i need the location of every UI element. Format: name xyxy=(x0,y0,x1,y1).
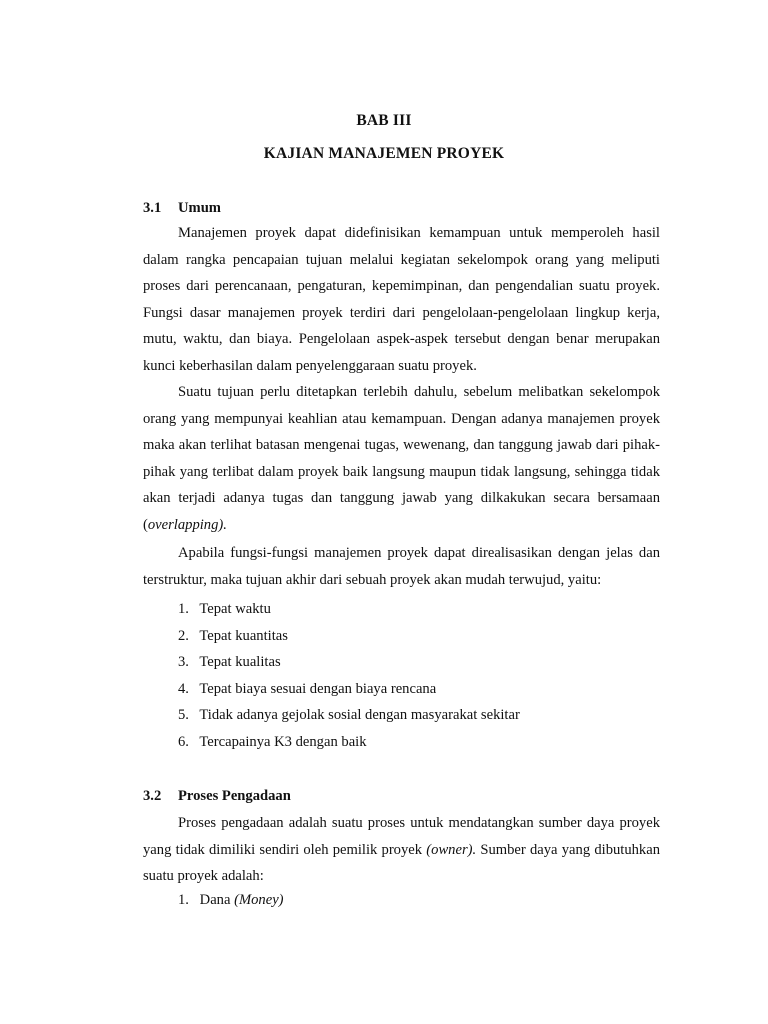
list-text: Tidak adanya gejolak sosial dengan masyarakat sekitar xyxy=(199,707,520,724)
list-text: Tepat kualitas xyxy=(199,654,281,671)
list-italic-term: (Money) xyxy=(234,892,284,908)
section-heading-3-1 xyxy=(143,200,221,217)
paragraph-text: Suatu tujuan perlu ditetapkan terlebih dahulu, sebelum melibatkan sekelompok orang yang mempunyai keahlian atau kemampuan. Dengan adanya manajemen proyek maka akan terlihat batasan mengenai tugas, wewenang, dan tanggung jawab dari pihak-pihak yang terlibat dalam proyek baik langsung maupun tidak langsung, sehingga tidak akan terjadi adanya tugas dan tanggung jawab yang dilkakukan secara bersamaan ( xyxy=(143,384,660,533)
section1-paragraph-3: Apabila fungsi-fungsi manajemen proyek dapat direalisasikan dengan jelas dan terstruktur, maka tujuan akhir dari sebuah proyek akan mudah terwujud, yaitu: xyxy=(143,545,660,588)
list-item xyxy=(178,649,520,676)
section-number: 3.1 xyxy=(143,200,162,216)
list-text: Tercapainya K3 dengan baik xyxy=(199,733,367,750)
list-item xyxy=(178,676,520,703)
list-text: Dana xyxy=(199,892,235,908)
list-item xyxy=(178,887,284,914)
list-number: 2. xyxy=(178,627,189,644)
list-number: 3. xyxy=(178,654,189,671)
list-item xyxy=(178,623,520,650)
list-number: 6. xyxy=(178,733,189,750)
chapter-label: BAB III xyxy=(356,112,412,129)
list-text: Tepat waktu xyxy=(199,601,271,617)
list-text: Tepat kuantitas xyxy=(199,627,288,644)
list-number: 1. xyxy=(178,892,189,908)
chapter-title: KAJIAN MANAJEMEN PROYEK xyxy=(263,145,505,162)
paragraph-italic-term: overlapping). xyxy=(147,516,227,533)
list-number: 5. xyxy=(178,707,189,724)
section1-paragraph-2 xyxy=(143,379,660,538)
section-heading-3-2 xyxy=(143,788,291,805)
section2-paragraph-1 xyxy=(143,810,660,890)
list-number: 1. xyxy=(178,601,189,617)
section-title: Proses Pengadaan xyxy=(178,788,291,804)
paragraph-italic-term: (owner). xyxy=(426,841,477,858)
goals-list xyxy=(178,596,520,756)
paragraph-text: Proses pengadaan adalah suatu proses untuk mendatangkan sumber daya proyek yang tidak dimiliki sendiri oleh pemilik proyek xyxy=(143,815,660,858)
list-item xyxy=(178,702,520,729)
paragraph-text-tail: Sumber daya yang dibutuhkan suatu proyek adalah: xyxy=(143,841,661,884)
list-number: 4. xyxy=(178,680,189,697)
list-item xyxy=(178,596,520,623)
section-number: 3.2 xyxy=(143,788,162,804)
list-text: Tepat biaya sesuai dengan biaya rencana xyxy=(199,680,437,697)
section1-paragraph-1: Manajemen proyek dapat didefinisikan kemampuan untuk memperoleh hasil dalam rangka pencapaian tujuan melalui kegiatan sekelompok orang yang meliputi proses dari perencanaan, pengaturan, kepemimpinan, dan pengendalian suatu proyek. Fungsi dasar manajemen proyek terdiri dari pengelolaan-pengelolaan lingkup kerja, mutu, waktu, dan biaya. Pengelolaan aspek-aspek tersebut dengan benar merupakan kunci keberhasilan dalam penyelenggaraan suatu proyek. xyxy=(143,225,660,374)
resources-list xyxy=(178,887,284,914)
section-title: Umum xyxy=(178,200,221,216)
list-item xyxy=(178,729,520,756)
